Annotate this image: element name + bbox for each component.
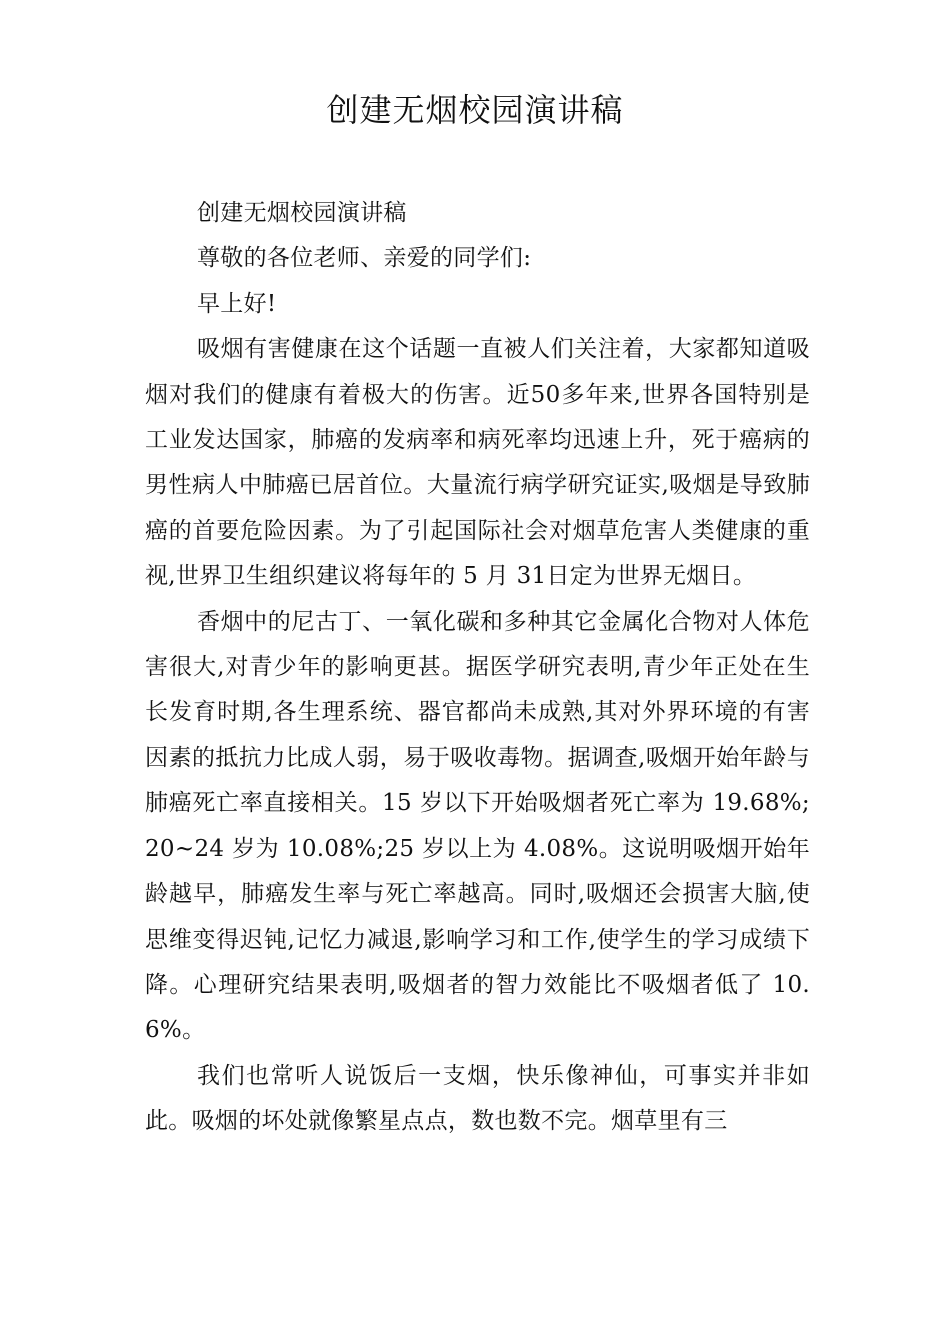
document-title: 创建无烟校园演讲稿: [326, 91, 624, 129]
document-body: [145, 191, 810, 1145]
paragraph-youth-harm: 香烟中的尼古丁、一氧化碳和多种其它金属化合物对人体危害很大,对青少年的影响更甚。据医学研究表明,青少年正处在生长发育时期,各生理系统、器官都尚未成熟,其对外界环境的有害因素的抵抗力比成人弱，易于吸收毒物。据调查,吸烟开始年龄与肺癌死亡率直接相关。15 岁以下开始吸烟者死亡率为 19.68%;20~24 岁为 10.08%;25 岁以上为 4.08%。这说明吸烟开始年龄越早，肺癌发生率与死亡率越高。同时,吸烟还会损害大脑,使思维变得迟钝,记忆力减退,影响学习和工作,使学生的学习成绩下降。心理研究结果表明,吸烟者的智力效能比不吸烟者低了 10.6%。: [145, 608, 810, 1044]
paragraph-smoking-health: 吸烟有害健康在这个话题一直被人们关注着，大家都知道吸烟对我们的健康有着极大的伤害。近50多年来,世界各国特别是工业发达国家，肺癌的发病率和病死率均迅速上升，死于癌病的男性病人中肺癌已居首位。大量流行病学研究证实,吸烟是导致肺癌的首要危险因素。为了引起国际社会对烟草危害人类健康的重视,世界卫生组织建议将每年的 5 月 31日定为世界无烟日。: [145, 336, 810, 590]
salutation: 尊敬的各位老师、亲爱的同学们:: [197, 245, 532, 272]
greeting: 早上好!: [197, 290, 277, 317]
speech-heading: 创建无烟校园演讲稿: [197, 200, 407, 226]
paragraph-after-meal: 我们也常听人说饭后一支烟，快乐像神仙，可事实并非如此。吸烟的坏处就像繁星点点，数也数不完。烟草里有三: [145, 1062, 810, 1135]
